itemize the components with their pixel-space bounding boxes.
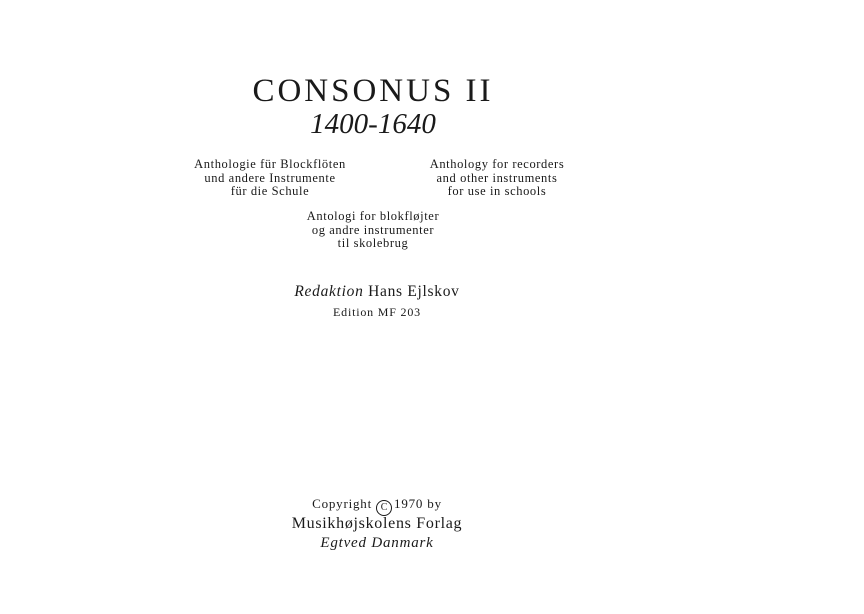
publisher-place: Egtved Danmark xyxy=(320,535,434,551)
copyright-year: 1970 by xyxy=(394,496,442,511)
description-german-line-3: für die Schule xyxy=(230,184,310,198)
editor-credit xyxy=(220,283,534,301)
description-english-line-1: Anthology for recorders xyxy=(429,157,565,171)
description-english-line-2: and other instruments xyxy=(436,170,558,185)
period-years: 1400-1640 xyxy=(310,108,436,140)
editor-role: Redaktion xyxy=(294,283,364,300)
description-danish-line-3: til skolebrug xyxy=(337,236,409,250)
description-english-line-3: for use in schools xyxy=(447,184,547,198)
description-danish-line-1: Antologi for blokfløjter xyxy=(306,209,440,223)
copyright-prefix: Copyright xyxy=(312,496,373,511)
editor-name: Hans Ejlskov xyxy=(368,283,460,300)
description-english xyxy=(384,158,610,199)
book-title: CONSONUS II xyxy=(252,73,494,109)
description-german-line-2: und andere Instrumente xyxy=(204,170,336,185)
publisher-name: Musikhøjskolens Forlag xyxy=(291,515,463,532)
copyright-symbol: C xyxy=(376,500,392,516)
edition-number: Edition MF 203 xyxy=(333,305,421,319)
copyright-line xyxy=(262,496,492,516)
description-danish xyxy=(256,210,490,251)
description-german-line-1: Anthologie für Blockflöten xyxy=(194,157,346,171)
description-danish-line-2: og andre instrumenter xyxy=(311,222,435,237)
description-german xyxy=(150,158,390,199)
